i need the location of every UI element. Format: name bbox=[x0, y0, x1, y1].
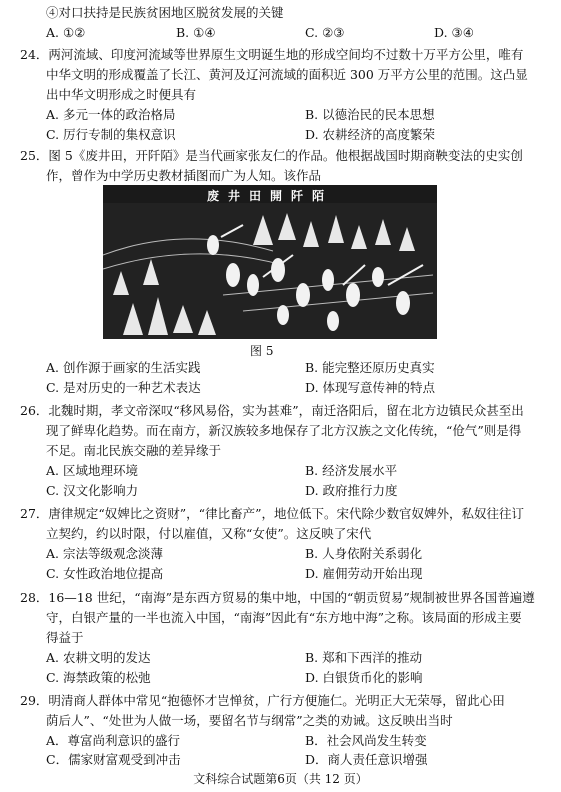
q28-line-1: 28．16—18 世纪，“南海”是东西方贸易的集中地，中国的“朝贡贸易”规制被世界各国普遍遵 bbox=[20, 590, 535, 605]
figure-title: 废井田開阡陌 bbox=[103, 187, 437, 203]
q24-line-3: 出中华文明形成之时便具有 bbox=[46, 87, 197, 102]
q29-option-a: A．尊富尚利意识的盛行 bbox=[46, 733, 181, 748]
q24-option-b: B. 以德治民的民本思想 bbox=[305, 107, 435, 122]
q29-line-1: 29．明清商人群体中常见“抱德怀才岂惮贫，广行方便施仁。光明正大无荣辱，留此心田 bbox=[20, 693, 505, 708]
q27-option-a: A. 宗法等级观念淡薄 bbox=[46, 546, 163, 561]
q27-line-2: 立契约，约以时限，付以雇值，又称“女使”。这反映了宋代 bbox=[46, 526, 372, 541]
q23-option-d: D. ③④ bbox=[434, 25, 474, 40]
q26-option-c: C. 汉文化影响力 bbox=[46, 483, 139, 498]
q28-option-a: A. 农耕文明的发达 bbox=[46, 650, 151, 665]
q25-option-c: C. 是对历史的一种艺术表达 bbox=[46, 380, 201, 395]
q24-line-1: 24．两河流域、印度河流域等世界原生文明诞生地的形成空间均不过数十万平方公里，唯有 bbox=[20, 47, 524, 62]
q23-option-b: B. ①④ bbox=[176, 25, 216, 40]
q26-option-b: B. 经济发展水平 bbox=[305, 463, 398, 478]
q24-option-d: D. 农耕经济的高度繁荣 bbox=[305, 127, 436, 142]
q28-line-3: 得益于 bbox=[46, 630, 84, 645]
q29-option-c: C．儒家财富观受到冲击 bbox=[46, 752, 181, 767]
q24-option-a: A. 多元一体的政治格局 bbox=[46, 107, 176, 122]
q27-option-d: D. 雇佣劳动开始出现 bbox=[305, 566, 423, 581]
q28-option-c: C. 海禁政策的松弛 bbox=[46, 670, 151, 685]
q27-line-1: 27．唐律规定“奴婢比之资财”，“律比畜产”，地位低下。宋代除少数官奴婢外，私奴往往订 bbox=[20, 506, 524, 521]
q26-line-2: 现了鲜卑化趋势。而在南方，新汉族较多地保存了北方汉族之文化传统，“伧气”则是得 bbox=[46, 423, 522, 438]
q23-item-4: ④对口扶持是民族贫困地区脱贫发展的关键 bbox=[46, 5, 284, 20]
woodcut-image bbox=[103, 185, 437, 339]
q25-line-2: 作，曾作为中学历史教材插图而广为人知。该作品 bbox=[46, 168, 322, 183]
q29-line-2: 荫后人”、“处世为人做一场，要留名节与纲常”之类的劝诫。这反映出当时 bbox=[46, 713, 453, 728]
q23-option-a: A. ①② bbox=[46, 25, 86, 40]
q24-option-c: C. 厉行专制的集权意识 bbox=[46, 127, 176, 142]
q25-line-1: 25．图 5《废井田，开阡陌》是当代画家张友仁的作品。他根据战国时期商鞅变法的史实创 bbox=[20, 148, 523, 163]
q23-option-c: C. ②③ bbox=[305, 25, 345, 40]
q25-option-b: B. 能完整还原历史真实 bbox=[305, 360, 435, 375]
q28-option-b: B. 郑和下西洋的推动 bbox=[305, 650, 423, 665]
page-footer: 文科综合试题第6页（共 12 页） bbox=[193, 772, 368, 786]
q25-option-d: D. 体现写意传神的特点 bbox=[305, 380, 436, 395]
q26-line-1: 26．北魏时期，孝文帝深叹“移风易俗，实为甚难”，南迁洛阳后，留在北方边镇民众甚至出 bbox=[20, 403, 524, 418]
q26-option-a: A. 区域地理环境 bbox=[46, 463, 138, 478]
q26-option-d: D. 政府推行力度 bbox=[305, 483, 398, 498]
q28-line-2: 守，白银产量的一半也流入中国，“南海”因此有“东方地中海”之称。该局面的形成主要 bbox=[46, 610, 522, 625]
q29-option-b: B．社会风尚发生转变 bbox=[305, 733, 427, 748]
q26-line-3: 不足。南北民族交融的差异缘于 bbox=[46, 443, 222, 458]
q28-option-d: D. 白银货币化的影响 bbox=[305, 670, 423, 685]
q25-option-a: A. 创作源于画家的生活实践 bbox=[46, 360, 201, 375]
q27-option-c: C. 女性政治地位提高 bbox=[46, 566, 164, 581]
figure-caption: 图 5 bbox=[250, 344, 274, 358]
q27-option-b: B. 人身依附关系弱化 bbox=[305, 546, 423, 561]
q29-option-d: D．商人责任意识增强 bbox=[305, 752, 428, 767]
q24-line-2: 中华文明的形成覆盖了长江、黄河及辽河流域的面积近 300 万平方公里的范围。这凸显 bbox=[46, 67, 528, 82]
woodcut-illustration bbox=[103, 185, 437, 339]
